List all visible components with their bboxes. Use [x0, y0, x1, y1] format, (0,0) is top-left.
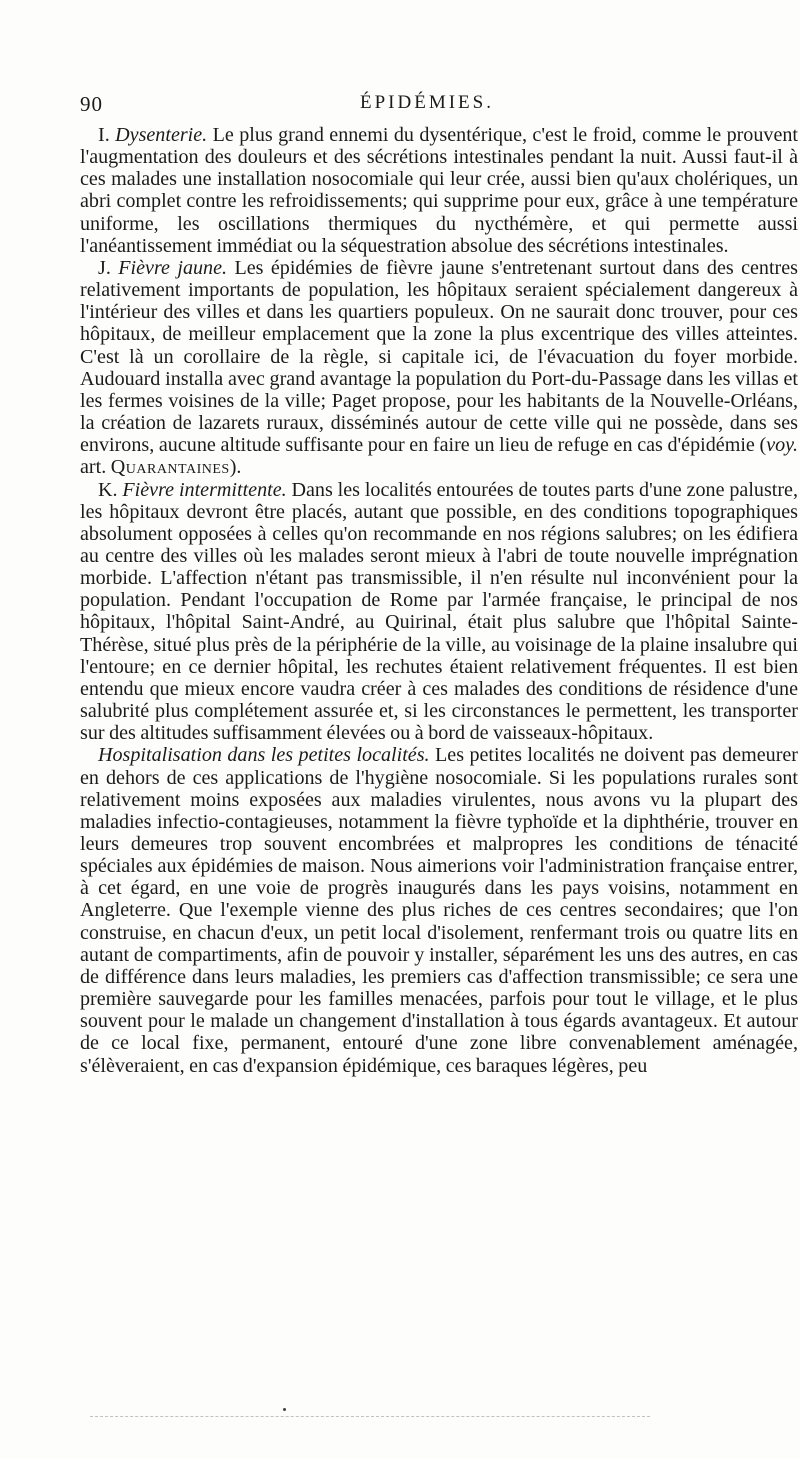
paragraph-fievre-intermittente [80, 479, 798, 745]
section-heading: Dysenterie. [115, 124, 208, 146]
page-number: 90 [80, 92, 103, 116]
paragraph-text: Les petites localités ne doivent pas demeurer en dehors de ces applications de l'hygiène nosocomiale. Si les populations rurales sont relativement moins exposées aux maladies virulentes, nous avons vu la plupart des maladies infectio-contagieuses, notamment la fièvre typhoïde et la diphthérie, trouver en leurs demeures trop souvent encombrées et malpropres les conditions de ténacité spéciales aux épidémies de maison. Nous aimerions voir l'administration française entrer, à cet égard, en une voie de progrès inaugurés dans les pays voisins, notamment en Angleterre. Que l'exemple vienne des plus riches de ces centres secondaires; que l'on construise, en chacun d'eux, un petit local d'isolement, renfermant trois ou quatre lits en autant de compartiments, afin de pouvoir y installer, séparément les uns des autres, en cas de différence dans leurs maladies, les premiers cas d'affection transmissible; ce sera une première sauvegarde pour les familles menacées, parfois pour tout le village, et le plus souvent pour le malade un changement d'installation à tous égards avantageux. Et autour de ce local fixe, permanent, entouré d'une zone libre convenablement aménagée, s'élèveraient, en cas d'expansion épidémique, ces baraques légères, peu [80, 744, 799, 1077]
cross-reference-voy: voy. [766, 434, 798, 457]
paragraph-text: Le plus grand ennemi du dysentérique, c'est le froid, comme le prouvent l'augmentation des douleurs et des sécrétions intestinales pendant la nuit. Aussi faut-il à ces malades une installation nosocomiale qui leur crée, aussi bien qu'aux cholériques, un abri complet contre les refroidissements; qui supprime pour eux, grâce à une température uniforme, les oscillations thermiques du nycthémère, et qui permette aussi l'anéantissement immédiat ou la séquestration absolue des sécrétions intestinales. [80, 124, 798, 257]
paragraph-text: Les épidémies de fièvre jaune s'entretenant surtout dans des centres relativement importants de population, les hôpitaux seraient spécialement dangereux à l'intérieur des villes et dans les quartiers populeux. On ne saurait donc trouver, pour ces hôpitaux, de meilleur emplacement que la zone la plus excentrique des villes atteintes. C'est là un corollaire de la règle, si capitale ici, de l'évacuation du foyer morbide. Audouard installa avec grand avantage la population du Port-du-Passage dans les villas et les fermes voisines de la ville; Paget propose, pour les habitants de la Nouvelle-Orléans, la création de lazarets ruraux, disséminés autour de cette ville qui ne possède, dans ses environs, aucune altitude suffisante pour en faire un lieu de refuge en cas d'épidémie ( [80, 256, 798, 457]
paragraph-dysenterie [80, 124, 798, 257]
print-speck [283, 1408, 286, 1411]
section-heading: Fièvre jaune. [118, 256, 228, 279]
cross-reference-quarantaines: Quarantaines [110, 456, 230, 479]
paragraph-fievre-jaune [80, 257, 798, 479]
cross-reference-end: ). [229, 456, 242, 479]
section-label: J. [98, 256, 111, 279]
cross-reference-art: art. [80, 456, 111, 479]
section-heading: Fièvre intermittente. [122, 478, 287, 501]
running-title: ÉPIDÉMIES. [360, 92, 494, 113]
page-body [80, 124, 798, 1077]
section-heading: Hospitalisation dans les petites localités. [98, 744, 430, 767]
paragraph-hospitalisation [80, 744, 798, 1076]
paragraph-text: Dans les localités entourées de toutes parts d'une zone palustre, les hôpitaux devront être placés, autant que possible, en des conditions topographiques absolument opposées à celles qu'on recommande en nos régions salubres; on les édifiera au centre des villes où les malades seront mieux à l'abri de toute nouvelle imprégnation morbide. L'affection n'étant pas transmissible, il n'en résulte nul inconvénient pour la population. Pendant l'occupation de Rome par l'armée française, le principal de nos hôpitaux, l'hôpital Saint-André, au Quirinal, était plus salubre que l'hôpital Sainte-Thérèse, situé plus près de la périphérie de la ville, au voisinage de la plaine insalubre qui l'entoure; en ce dernier hôpital, les rechutes étaient relativement fréquentes. Il est bien entendu que mieux encore vaudra créer à ces malades des conditions de résidence d'une salubrité plus complétement assurée et, si les circonstances le permettent, les transporter sur des altitudes suffisamment élevées ou à bord de vaisseaux-hôpitaux. [80, 478, 798, 745]
page-header [80, 92, 800, 122]
section-label: K. [98, 478, 118, 501]
section-label: I. [98, 124, 110, 146]
bottom-margin-marks [90, 1416, 650, 1419]
